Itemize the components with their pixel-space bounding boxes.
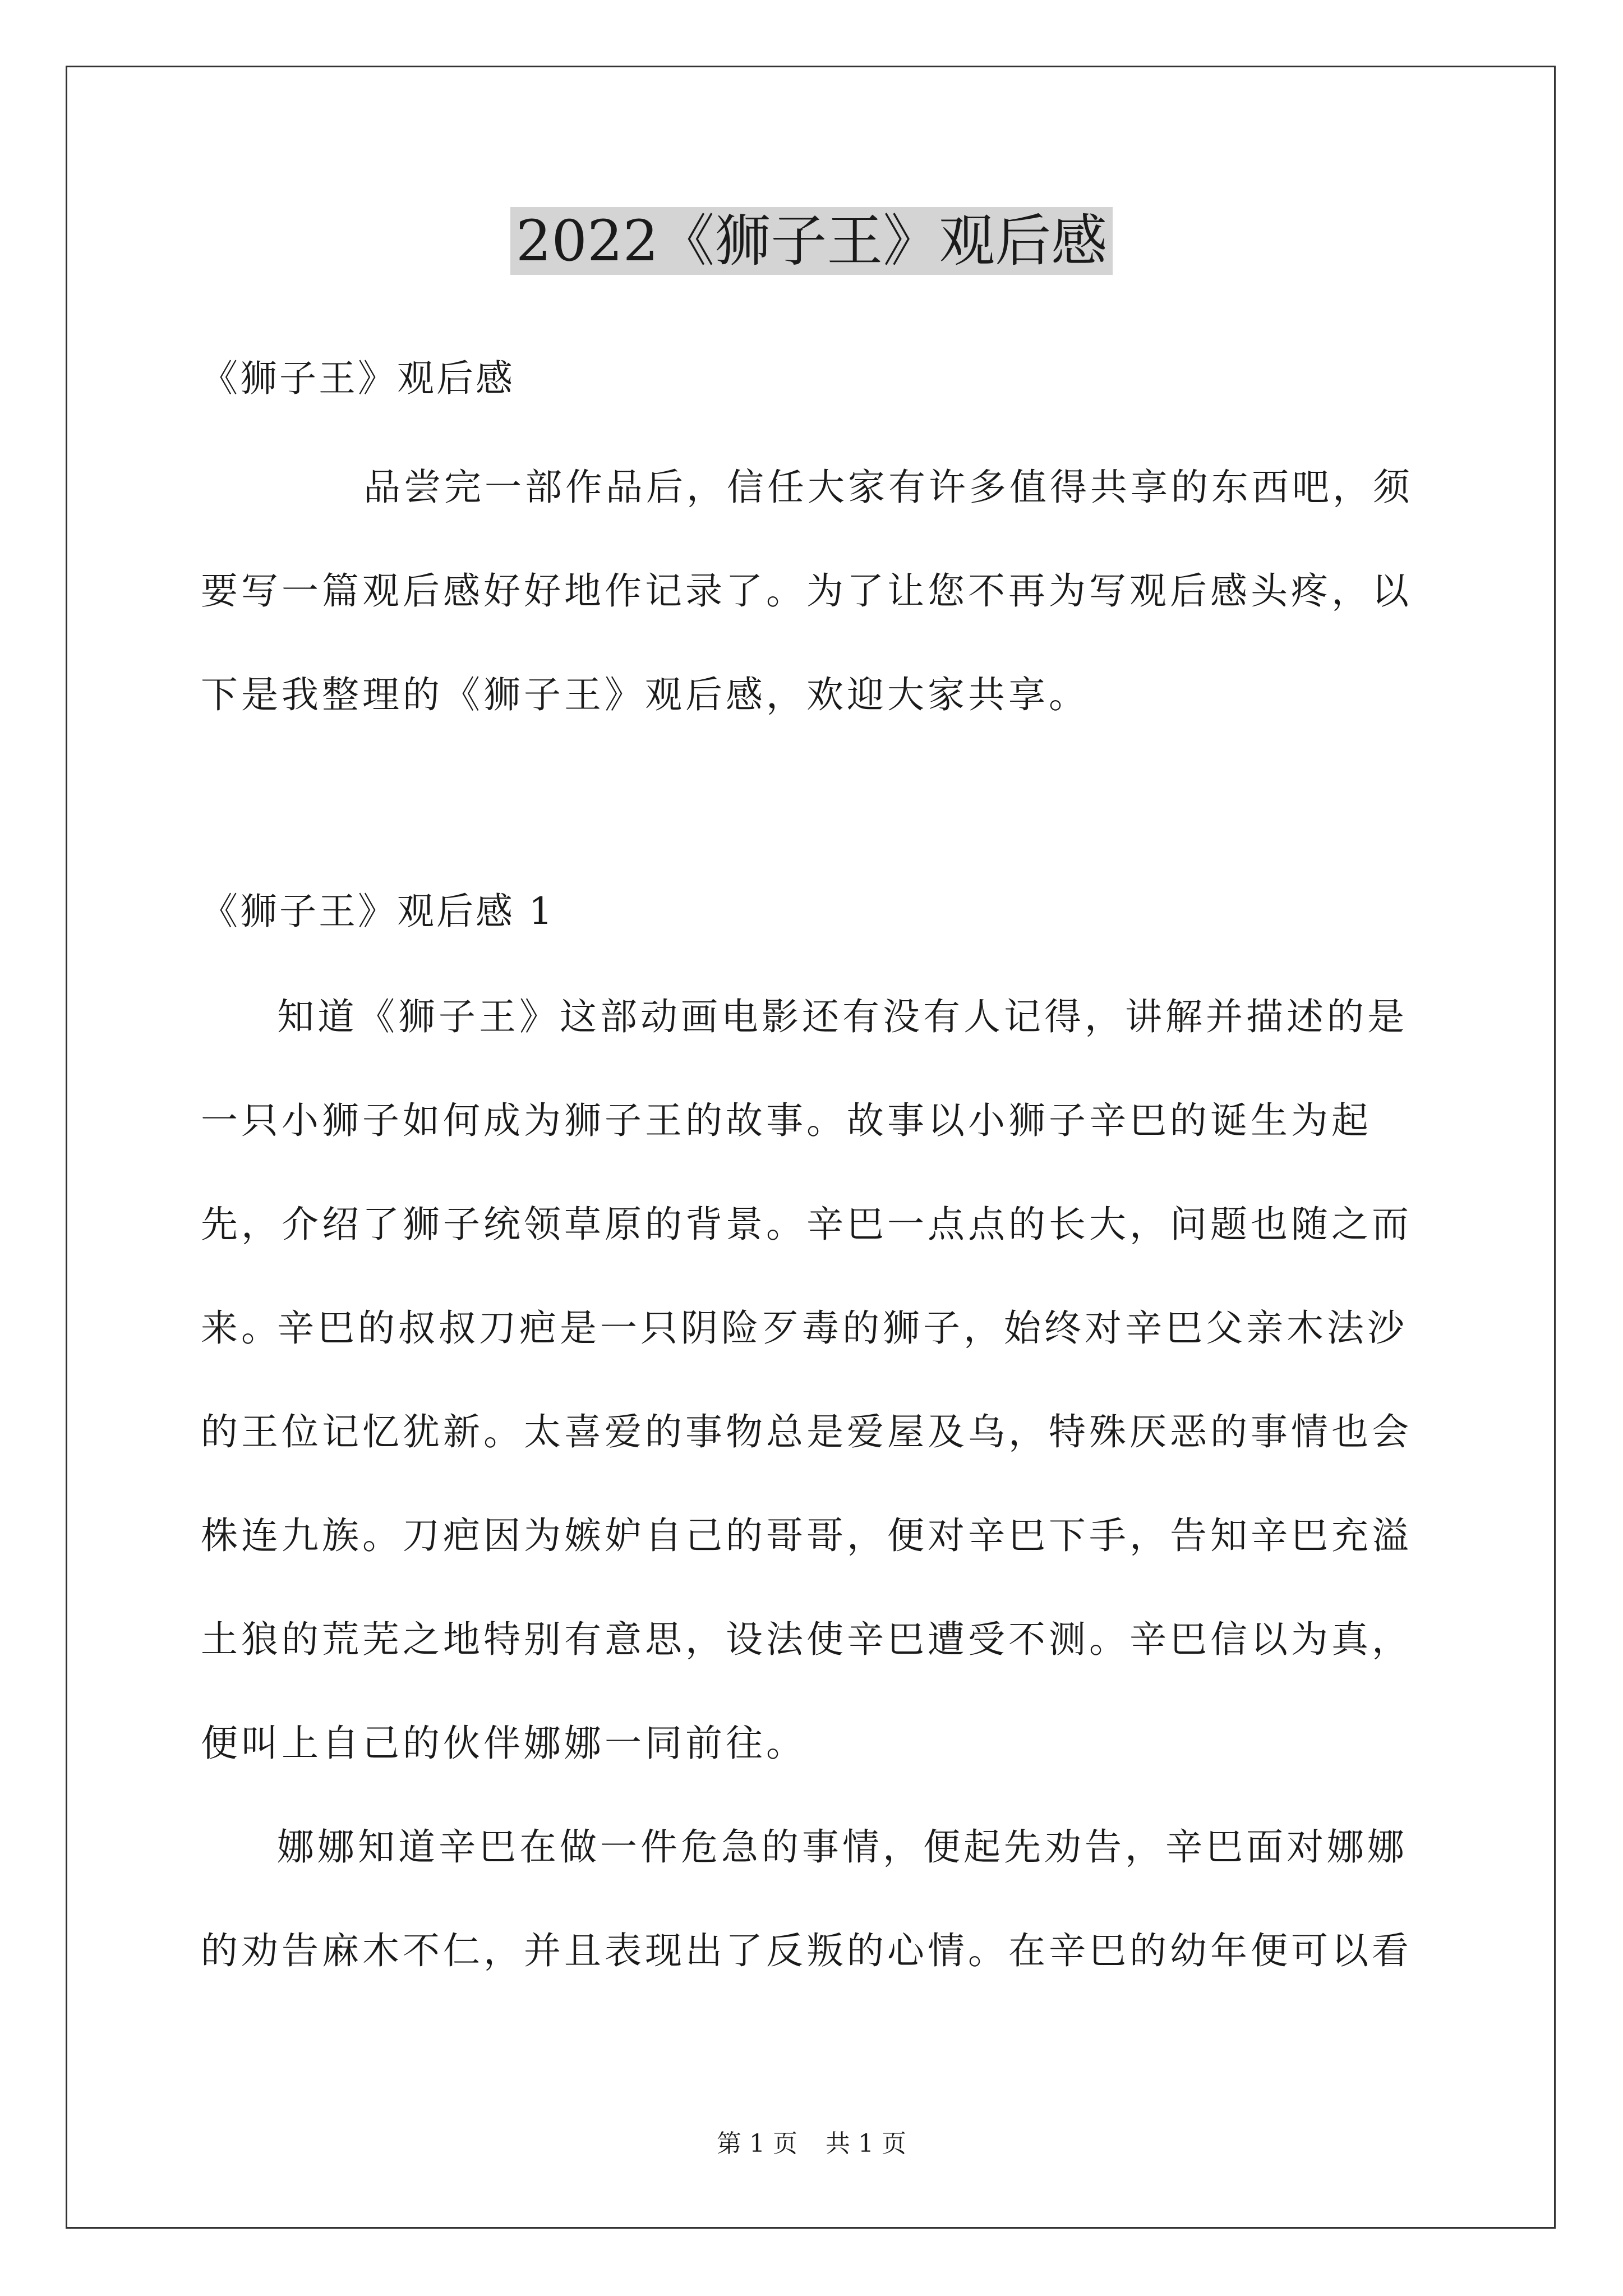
document-title bbox=[0, 202, 1623, 280]
page-number-current: 第 1 页 bbox=[717, 2129, 797, 2158]
page-number-total: 共 1 页 bbox=[826, 2129, 906, 2158]
intro-paragraph: 品尝完一部作品后，信任大家有许多值得共享的东西吧，须要写一篇观后感好好地作记录了。为了让您不再为写观后感头疼，以下是我整理的《狮子王》观后感，欢迎大家共享。 bbox=[201, 466, 1413, 716]
body-paragraph-1: 知道《狮子王》这部动画电影还有没有人记得，讲解并描述的是一只小狮子如何成为狮子王的故事。故事以小狮子辛巴的诞生为起先，介绍了狮子统领草原的背景。辛巴一点点的长大，问题也随之而来。 bbox=[201, 995, 1412, 1350]
document-title-text: 2022《狮子王》观后感 bbox=[510, 207, 1113, 275]
page-footer bbox=[0, 2127, 1623, 2161]
section-heading-1: 《狮子王》观后感 1 bbox=[201, 890, 555, 933]
body-paragraph-3: 娜娜知道辛巴在做一件危急的事情，便起先劝告，辛巴面对娜娜的劝告麻木不仁，并且表现出了反叛的心情。在辛巴的幼年便可以看 bbox=[201, 1825, 1412, 1972]
subtitle: 《狮子王》观后感 bbox=[201, 357, 515, 400]
body-paragraph-2: 辛巴的叔叔刀疤是一只阴险歹毒的狮子，始终对辛巴父亲木法沙的王位记忆犹新。太喜爱的事物总是爱屋及乌，特殊厌恶的事情也会株连九族。刀疤因为嫉妒自己的哥哥，便对辛巴下手，告知辛巴充溢土狼的荒芜之地特别有意思，设法使辛巴遭受不测。辛巴信以为真，便叫上自己的伙伴娜娜一同前往。 bbox=[201, 1306, 1412, 1765]
